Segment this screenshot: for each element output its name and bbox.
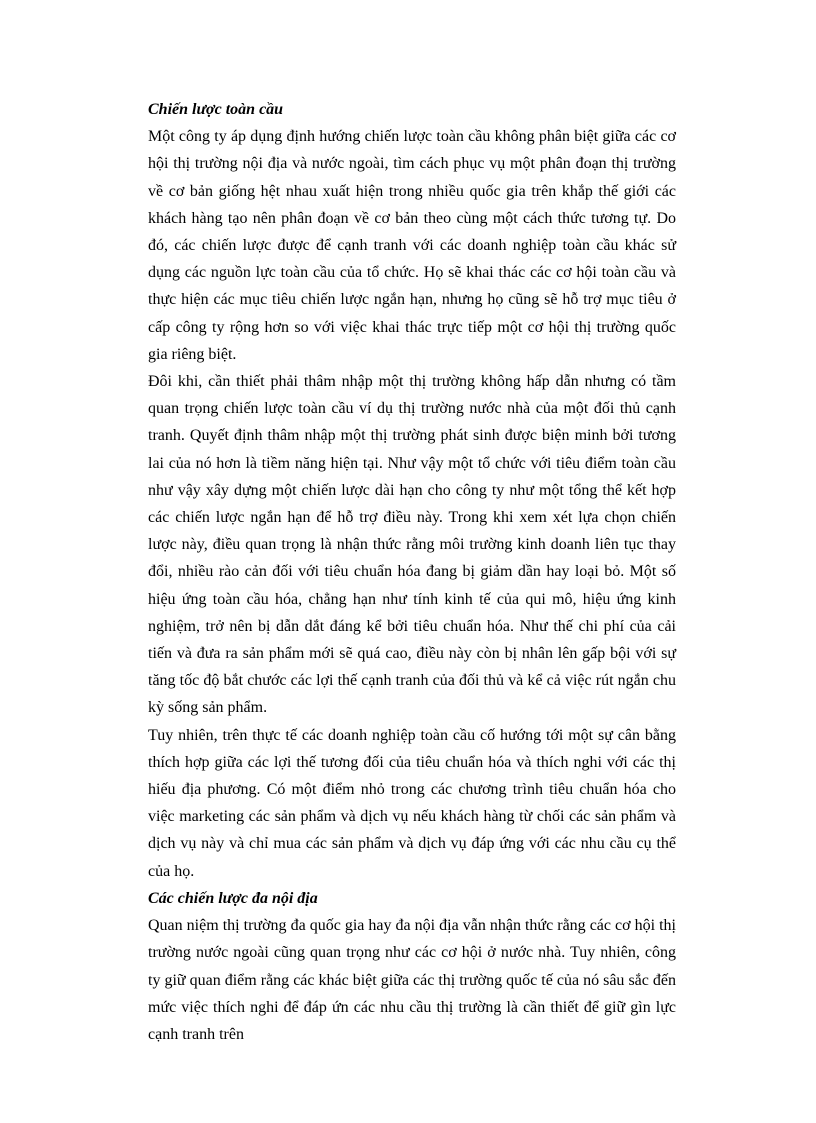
document-body: [148, 96, 676, 1048]
paragraph: Đôi khi, cần thiết phải thâm nhập một thị trường không hấp dẫn nhưng có tầm quan trọng chiến lược toàn cầu ví dụ thị trường nước nhà của một đối thủ cạnh tranh. Quyết định thâm nhập một thị trường phát sinh được biện minh bởi tương lai của nó hơn là tiềm năng hiện tại. Như vậy một tổ chức với tiêu điểm toàn cầu như vậy xây dựng một chiến lược dài hạn cho công ty như một tổng thể kết hợp các chiến lược ngắn hạn để hỗ trợ điều này. Trong khi xem xét lựa chọn chiến lược này, điều quan trọng là nhận thức rằng môi trường kinh doanh liên tục thay đổi, nhiều rào cản đối với tiêu chuẩn hóa đang bị giảm dần hay loại bỏ. Một số hiệu ứng toàn cầu hóa, chẳng hạn như tính kinh tế của qui mô, hiệu ứng kinh nghiệm, trở nên bị dẫn dắt đáng kể bởi tiêu chuẩn hóa. Như thế chi phí của cải tiến và đưa ra sản phẩm mới sẽ quá cao, điều này còn bị nhân lên gấp bội với sự tăng tốc độ bắt chước các lợi thế cạnh tranh của đối thủ và kể cả việc rút ngắn chu kỳ sống sản phẩm.: [148, 373, 676, 717]
paragraph: Một công ty áp dụng định hướng chiến lược toàn cầu không phân biệt giữa các cơ hội thị trường nội địa và nước ngoài, tìm cách phục vụ một phân đoạn thị trường về cơ bản giống hệt nhau xuất hiện trong nhiều quốc gia trên khắp thế giới các khách hàng tạo nên phân đoạn về cơ bản theo cùng một cách thức tương tự. Do đó, các chiến lược được để cạnh tranh với các doanh nghiệp toàn cầu khác sử dụng các nguồn lực toàn cầu của tổ chức. Họ sẽ khai thác các cơ hội toàn cầu và thực hiện các mục tiêu chiến lược ngắn hạn, nhưng họ cũng sẽ hỗ trợ mục tiêu ở cấp công ty rộng hơn so với việc khai thác trực tiếp một cơ hội thị trường quốc gia riêng biệt.: [148, 128, 676, 363]
paragraph: Quan niệm thị trường đa quốc gia hay đa nội địa vẫn nhận thức rằng các cơ hội thị trường nước ngoài cũng quan trọng như các cơ hội ở nước nhà. Tuy nhiên, công ty giữ quan điểm rằng các khác biệt giữa các thị trường quốc tế của nó sâu sắc đến mức việc thích nghi để đáp ứn các nhu cầu thị trường là cần thiết để giữ gìn lực cạnh tranh trên: [148, 917, 676, 1043]
section-heading-global-strategy: Chiến lược toàn cầu: [148, 101, 284, 118]
section-heading-multidomestic-strategy: Các chiến lược đa nội địa: [148, 889, 318, 907]
paragraph: Tuy nhiên, trên thực tế các doanh nghiệp toàn cầu cố hướng tới một sự cân bằng thích hợp giữa các lợi thế tương đối của tiêu chuẩn hóa và thích nghi với các thị hiếu địa phương. Có một điểm nhỏ trong các chương trình tiêu chuẩn hóa cho việc marketing các sản phẩm và dịch vụ nếu khách hàng từ chối các sản phẩm và dịch vụ này và chỉ mua các sản phẩm và dịch vụ đáp ứng với các nhu cầu cụ thể của họ.: [148, 726, 676, 880]
